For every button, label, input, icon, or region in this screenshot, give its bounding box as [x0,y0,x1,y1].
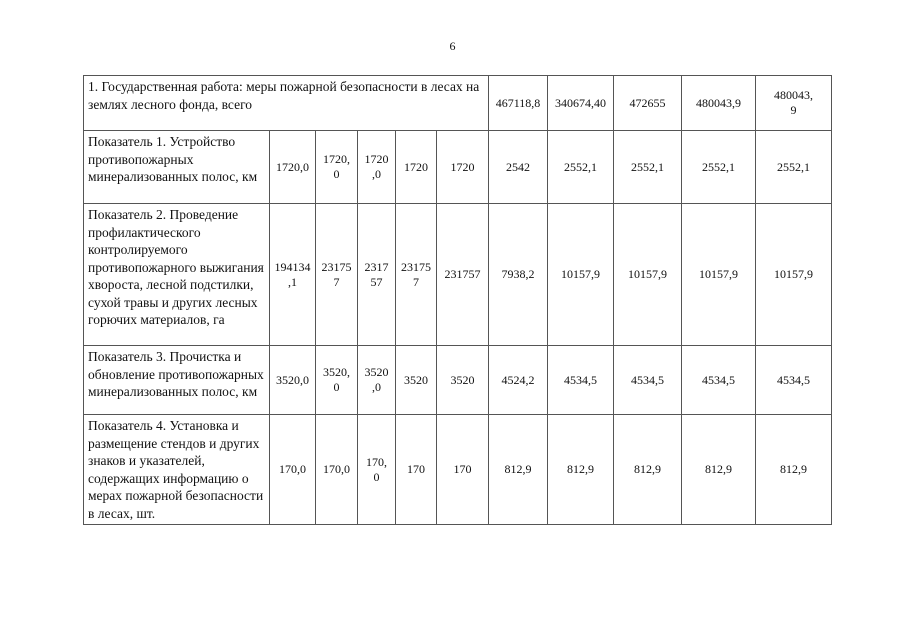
table-row [84,204,832,346]
value-cell: 467118,8 [489,76,548,131]
value-cell: 231757 [437,204,489,346]
value-cell: 194134 ,1 [270,204,316,346]
value-cell: 3520,0 [270,346,316,415]
value-cell: 1720,0 [270,131,316,204]
value-cell: 3520 [437,346,489,415]
value-cell: 170, 0 [358,415,396,525]
row-label: Показатель 4. Установка и размещение стендов и других знаков и указателей, содержащих информацию о мерах пожарной безопасности в лесах, шт. [84,415,270,525]
forest-fire-safety-table [83,75,832,525]
value-cell: 4534,5 [614,346,682,415]
value-cell: 2552,1 [548,131,614,204]
value-cell: 1720 [437,131,489,204]
value-cell: 4534,5 [682,346,756,415]
value-cell: 812,9 [682,415,756,525]
table-row [84,415,832,525]
value-cell: 10157,9 [614,204,682,346]
value-cell: 472655 [614,76,682,131]
value-cell: 10157,9 [682,204,756,346]
value-cell: 7938,2 [489,204,548,346]
value-cell: 3520 ,0 [358,346,396,415]
table-row [84,346,832,415]
value-cell: 4534,5 [756,346,832,415]
value-cell: 2552,1 [614,131,682,204]
value-cell: 23175 7 [396,204,437,346]
value-cell: 1720, 0 [316,131,358,204]
value-cell: 2317 57 [358,204,396,346]
value-cell: 170,0 [316,415,358,525]
page-number: 6 [449,39,456,53]
value-cell: 812,9 [614,415,682,525]
row-label: Показатель 3. Прочистка и обновление противопожарных минерализованных полос, км [84,346,270,415]
value-cell: 2552,1 [756,131,832,204]
table-row-total [84,76,832,131]
row-label: Показатель 2. Проведение профилактического контролируемого противопожарного выжигания хвороста, лесной подстилки, сухой травы и других лесных горючих материалов, га [84,204,270,346]
value-cell: 170,0 [270,415,316,525]
table-row [84,131,832,204]
value-cell: 10157,9 [756,204,832,346]
value-cell: 812,9 [548,415,614,525]
value-cell: 480043, 9 [756,76,832,131]
row-label: Показатель 1. Устройство противопожарных минерализованных полос, км [84,131,270,204]
value-cell: 340674,40 [548,76,614,131]
value-cell: 1720 ,0 [358,131,396,204]
value-cell: 4524,2 [489,346,548,415]
value-cell: 170 [396,415,437,525]
value-cell: 10157,9 [548,204,614,346]
value-cell: 480043,9 [682,76,756,131]
value-cell: 4534,5 [548,346,614,415]
value-cell: 3520, 0 [316,346,358,415]
value-cell: 170 [437,415,489,525]
value-cell: 2542 [489,131,548,204]
value-cell: 3520 [396,346,437,415]
value-cell: 2552,1 [682,131,756,204]
value-cell: 23175 7 [316,204,358,346]
value-cell: 812,9 [756,415,832,525]
value-cell: 812,9 [489,415,548,525]
value-cell: 1720 [396,131,437,204]
row-label: 1. Государственная работа: меры пожарной безопасности в лесах на землях лесного фонда, всего [84,76,489,131]
